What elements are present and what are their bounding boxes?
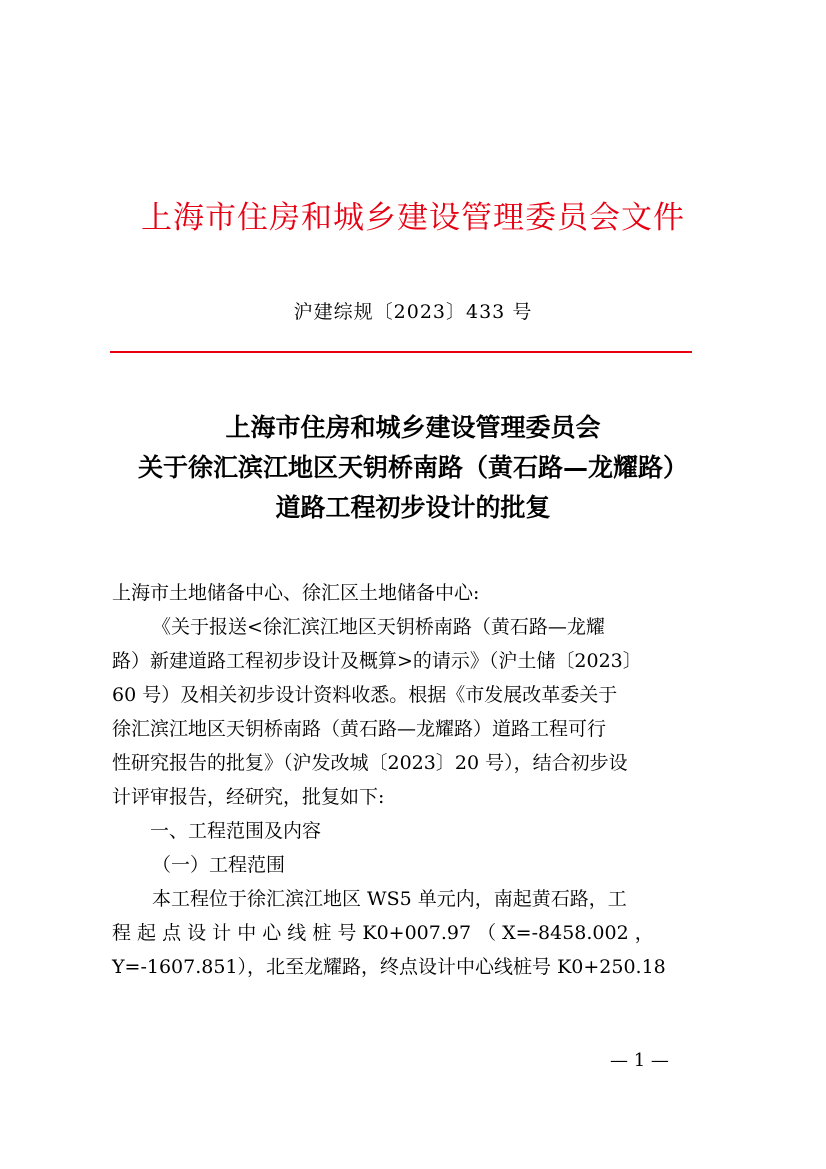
document-number: 沪建综规〔2023〕433 号 [293, 301, 533, 323]
red-separator-line [110, 351, 692, 353]
paragraph-line: 程 起 点 设 计 中 心 线 桩 号 K0+007.97 （ X=-8458.002 ， [112, 922, 654, 944]
section-heading: 一、工程范围及内容 [150, 820, 322, 842]
document-body [112, 576, 716, 984]
paragraph-line: 徐汇滨江地区天钥桥南路（黄石路—龙耀路）道路工程可行 [112, 718, 607, 740]
paragraph-line: 本工程位于徐汇滨江地区 WS5 单元内，南起黄石路，工 [152, 888, 627, 910]
paragraph-line: 计评审报告，经研究，批复如下: [112, 786, 385, 808]
paragraph-line: 路）新建道路工程初步设计及概算>的请示》（沪土储〔2023〕 [112, 650, 642, 672]
paragraph-line: 60 号）及相关初步设计资料收悉。根据《市发展改革委关于 [112, 684, 618, 706]
paragraph-line: 性研究报告的批复》（沪发改城〔2023〕20 号），结合初步设 [112, 752, 628, 774]
title-line-3: 道路工程初步设计的批复 [275, 493, 551, 522]
paragraph-line: Y=-1607.851），北至龙耀路，终点设计中心线桩号 K0+250.18 [112, 956, 666, 978]
paragraph-line: 《关于报送<徐汇滨江地区天钥桥南路（黄石路—龙耀 [152, 616, 605, 638]
title-line-1: 上海市住房和城乡建设管理委员会 [225, 413, 601, 442]
subsection-heading: （一）工程范围 [152, 854, 286, 876]
issuer-heading: 上海市住房和城乡建设管理委员会文件 [141, 200, 685, 236]
title-line-2: 关于徐汇滨江地区天钥桥南路（黄石路—龙耀路） [137, 453, 688, 482]
page-number: — 1 — [610, 1050, 669, 1071]
document-title [40, 408, 786, 528]
addressee: 上海市土地储备中心、徐汇区土地储备中心: [112, 582, 480, 604]
